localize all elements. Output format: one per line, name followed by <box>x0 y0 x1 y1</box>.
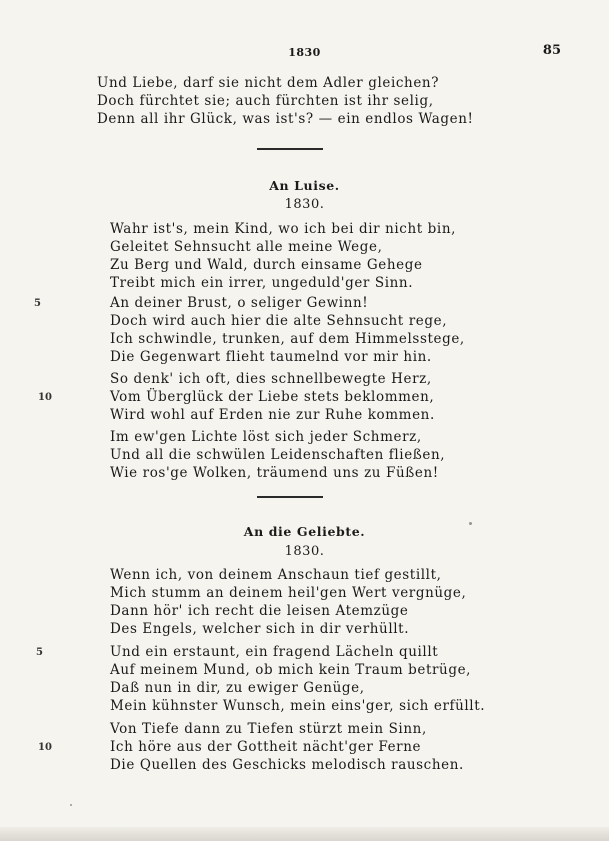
verse-line: Zu Berg und Wald, durch einsame Gehege <box>110 257 423 273</box>
verse-line: Mich stumm an deinem heil'gen Wert vergnüge, <box>110 585 467 601</box>
verse-line: Wie ros'ge Wolken, träumend uns zu Füßen! <box>110 465 439 481</box>
verse-line: Wenn ich, von deinem Anschaun tief gestillt, <box>110 567 442 583</box>
verse-line: Ich höre aus der Gottheit nächt'ger Ferne <box>110 739 422 755</box>
poem-year: 1830. <box>284 197 325 212</box>
verse-line: Im ew'gen Lichte löst sich jeder Schmerz, <box>110 429 422 445</box>
verse-line: Dann hör' ich recht die leisen Atemzüge <box>110 603 409 619</box>
verse-line: Daß nun in dir, zu ewiger Genüge, <box>110 680 365 696</box>
verse-line: Treibt mich ein irrer, ungeduld'ger Sinn. <box>110 275 414 291</box>
verse-line: Und Liebe, darf sie nicht dem Adler gleichen? <box>97 75 440 91</box>
section-divider <box>257 496 323 498</box>
poem-title: An Luise. <box>269 178 340 193</box>
verse-line: Ich schwindle, trunken, auf dem Himmelsstege, <box>110 331 465 347</box>
verse-line: So denk' ich oft, dies schnellbewegte Herz, <box>110 371 432 387</box>
poem-title: An die Geliebte. <box>243 524 366 539</box>
verse-line: Denn all ihr Glück, was ist's? — ein endlos Wagen! <box>97 111 474 127</box>
paper-speck <box>469 522 472 525</box>
verse-line: Des Engels, welcher sich in dir verhüllt. <box>110 621 410 637</box>
line-number: 10 <box>38 392 52 403</box>
line-number: 5 <box>36 647 43 658</box>
verse-line: Wird wohl auf Erden nie zur Ruhe kommen. <box>110 407 435 423</box>
verse-line: Und ein erstaunt, ein fragend Lächeln quillt <box>110 644 439 660</box>
verse-line: Wahr ist's, mein Kind, wo ich bei dir nicht bin, <box>110 221 457 237</box>
line-number: 10 <box>38 742 52 753</box>
page-number: 85 <box>542 43 561 58</box>
verse-line: Mein kühnster Wunsch, mein eins'ger, sich erfüllt. <box>110 698 486 714</box>
poem-year: 1830. <box>284 544 325 559</box>
verse-line: Vom Überglück der Liebe stets beklommen, <box>110 389 435 405</box>
verse-line: Doch fürchtet sie; auch fürchten ist ihr selig, <box>97 93 434 109</box>
verse-line: Geleitet Sehnsucht alle meine Wege, <box>110 239 383 255</box>
verse-line: Doch wird auch hier die alte Sehnsucht rege, <box>110 313 448 329</box>
verse-line: Und all die schwülen Leidenschaften fließen, <box>110 447 446 463</box>
paper-speck <box>70 804 72 806</box>
section-divider <box>257 148 323 150</box>
verse-line: Auf meinem Mund, ob mich kein Traum betrüge, <box>110 662 472 678</box>
verse-line: Die Quellen des Geschicks melodisch rauschen. <box>110 757 464 773</box>
running-head-year: 1830 <box>288 46 321 59</box>
verse-line: Von Tiefe dann zu Tiefen stürzt mein Sinn, <box>110 721 427 737</box>
verse-line: An deiner Brust, o seliger Gewinn! <box>110 295 369 311</box>
verse-line: Die Gegenwart flieht taumelnd vor mir hin. <box>110 349 432 365</box>
line-number: 5 <box>34 298 41 309</box>
